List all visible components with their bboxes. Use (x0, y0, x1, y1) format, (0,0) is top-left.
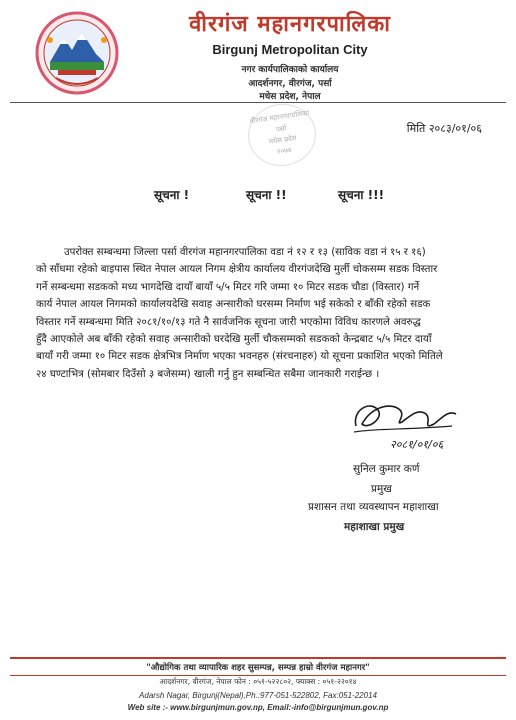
footer-divider-bottom (10, 675, 506, 676)
notice-heading-2: सूचना !! (246, 188, 287, 202)
seal-line-4: २०७४ (276, 145, 292, 156)
seal-line-2: पर्सा (275, 124, 287, 134)
org-name-nepali: वीरगंज महानगरपालिका (189, 12, 391, 37)
footer-web-email: Web site :- www.birgunjmun.gov.np, Email:-info@birgunjmun.gov.np (127, 703, 389, 712)
emblem-logo (34, 10, 120, 96)
notice-heading-1: सूचना ! (154, 188, 190, 202)
notice-body (36, 244, 482, 383)
org-name-english: Birgunj Metropolitan City (212, 42, 368, 57)
signatory-post: प्रमुख (371, 483, 392, 495)
body-line: २४ घण्टाभित्र (सोमबार दिउँसो ३ बजेसम्म) खाली गर्नु हुन सम्बन्धित सबैमा जानकारी गराईन्छ । (36, 368, 380, 380)
signatory-department: प्रशासन तथा व्यवस्थापन महाशाखा (308, 501, 439, 513)
header-divider (10, 102, 506, 103)
body-line: विस्तार गर्ने सम्बन्धमा मिति २०८१/१०/१३ गते नै सार्वजनिक सूचना जारी भएकोमा विविध कारणले अवरुद्ध (36, 316, 421, 328)
handwritten-signature (348, 396, 460, 454)
letter-date: मिति २०८३/०१/०६ (406, 122, 482, 135)
footer-address-english: Adarsh Nagar, Birgunj(Nepal),Ph.:977-051-522802, Fax:051-22014 (139, 691, 377, 700)
signatory-name: सुनिल कुमार कर्ण (353, 463, 420, 475)
seal-line-3: मधेस प्रदेश (268, 134, 298, 146)
footer-address-nepali: आदर्शनगर, वीरगंज, नेपाल फोन : ०५१-५२२८०२, फ्याक्स : ०५१-२२०१४ (159, 677, 357, 686)
body-line: हुँदै आएकोले अब बाँकी रहेको सवाह अन्सारीको घरदेखि मुर्ली चौकसम्मको सडकको केन्द्रबाट ५/५ मिटर दायाँ (36, 334, 432, 346)
signature-date: २०८१/०१/०६ (390, 438, 444, 451)
body-line: उपरोक्त सम्बन्धमा जिल्ला पर्सा वीरगंज महानगरपालिका वडा नं १२ र १३ (साविक वडा नं १५ र १६) (64, 247, 426, 258)
notice-heading-3: सूचना !!! (338, 188, 385, 202)
body-line: गर्ने सम्बन्धमा सडकको मध्य भागदेखि दायाँ बायाँ ५/५ मिटर गरि जम्मा १० मिटर सडक चौडा (विस्तार) गर्ने (36, 281, 420, 293)
office-address: आदर्शनगर, वीरगंज, पर्सा (248, 79, 332, 89)
office-name: नगर कार्यपालिकाको कार्यालय (241, 65, 339, 75)
body-line: बायाँ गरी जम्मा १० मिटर सडक क्षेत्रभित्र निर्माण भएका भवनहरु (संरचनाहरु) यो सूचना प्रकाशित भएको मितिले (36, 351, 443, 363)
seal-line-1: वीरगंज महानगरपालिका (249, 109, 310, 126)
signatory-office-stamp: महाशाखा प्रमुख (344, 521, 405, 533)
body-line: कार्य नेपाल आयल निगमको कार्यालयदेखि सवाह अन्सारीको घरसम्म निर्माण भई सकेको र बाँकी रहेको सडक (36, 299, 431, 311)
footer-divider-top (10, 657, 506, 659)
office-seal (244, 100, 320, 171)
footer-slogan: "औद्योगिक तथा व्यापारिक शहर सुसम्पन्न, सम्पन्न हाम्रो वीरगंज महानगर" (146, 663, 370, 673)
office-province: मधेस प्रदेश, नेपाल (259, 92, 321, 102)
body-line: को साँधमा रहेको बाइपास स्थित नेपाल आयल निगम क्षेत्रीय कार्यालय वीरगंजदेखि मुर्ली चोकसम्म सडक विस्तार (36, 264, 438, 276)
